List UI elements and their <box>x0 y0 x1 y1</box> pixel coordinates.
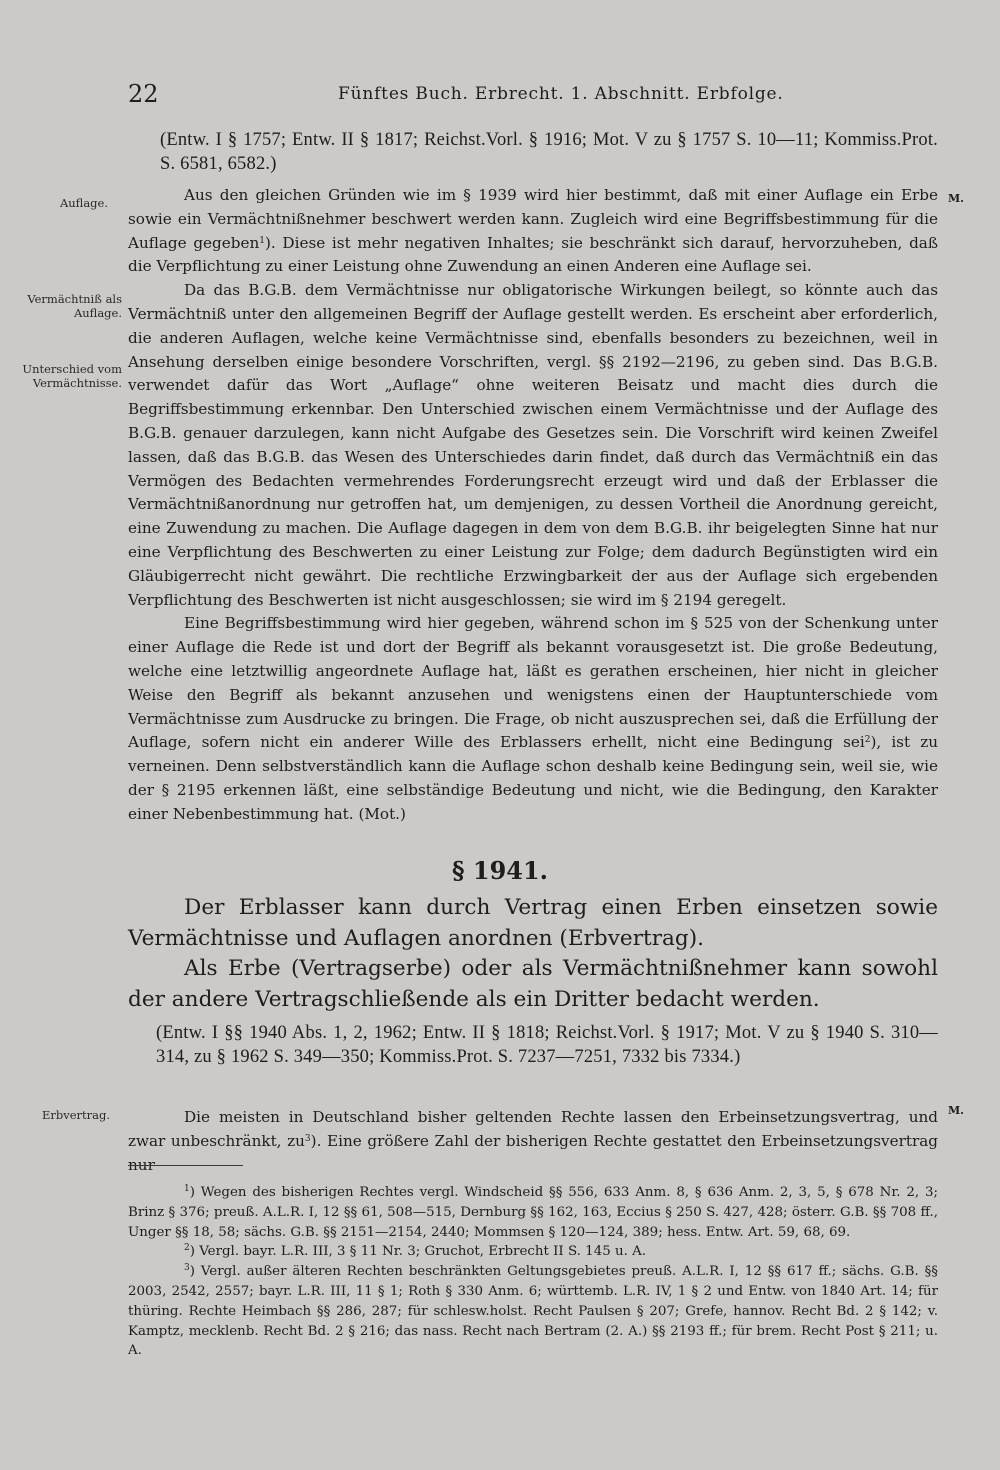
footnote-ref: 1 <box>259 235 265 246</box>
section-citation: (Entw. I §§ 1940 Abs. 1, 2, 1962; Entw. II § 1818; Reichst.Vorl. § 1917; Mot. V zu § 1940 S. 310—314, zu § 1962 S. 349—350; Kommiss.Prot. S. 7237—7251, 7332 bis 7334.) <box>156 1023 938 1067</box>
paragraph: Da das B.G.B. dem Vermächtnisse nur obligatorische Wirkungen beilegt, so könnte auch das Vermächtniß unter den allgemeinen Begriff der Auflage gestellt werden. Es erscheint aber erforderlich, die anderen Auflagen, welche keine Vermächtnisse sind, ebenfalls besonders zu bezeichnen, weil in Ansehung derselben einige besondere Vorschriften, vergl. §§ 2192—2196, zu geben sind. Das B.G.B. verwendet dafür das Wort „Auflage“ ohne weiteren Beisatz und macht dies durch die Begriffsbestimmung erkennbar. Den Unterschied zwischen einem Vermächtnisse und der Auflage des B.G.B. genauer darzulegen, kann nicht Aufgabe des Gesetzes sein. Die Vorschrift wird keinen Zweifel lassen, daß das B.G.B. das Wesen des Unterschiedes darin findet, daß durch das Vermächtniß ein das Vermögen des Bedachten vermehrendes Forderungsrecht erzeugt wird und daß der Erblasser die Vermächtnißanordnung nur getroffen hat, um demjenigen, zu dessen Vortheil die Anordnung gereicht, eine Zuwendung zu machen. Die Auflage dagegen in dem von dem B.G.B. ihr beigelegten Sinne hat nur eine Verpflichtung des Beschwerten zu einer Leistung zur Folge; dem dadurch Begünstigten wird ein Gläubigerrecht nicht gewährt. Die rechtliche Erzwingbarkeit der aus der Auflage sich ergebenden Verpflichtung des Beschwerten ist nicht ausgeschlossen; sie wird im § 2194 geregelt. <box>128 281 938 609</box>
margin-mark: M. <box>948 1104 965 1117</box>
page-header <box>128 78 940 114</box>
running-head: Fünftes Buch. Erbrecht. 1. Abschnitt. Erbfolge. <box>338 84 784 104</box>
paragraph: Die meisten in Deutschland bisher geltenden Rechte lassen den Erbeinsetzungsvertrag, und zwar unbeschränkt, $zu^3$). Eine größere Zahl der bisherigen Rechte gestattet den Erbeinsetzungsvertrag nur <box>128 1108 938 1174</box>
margin-note-unterschied: Unterschied vom Vermächtnisse. <box>22 362 122 390</box>
statute-text <box>128 893 938 1015</box>
footnote: $^1$) Wegen des bisherigen Rechtes vergl. Windscheid §§ 556, 633 Anm. 8, § 636 Anm. 2, 3, 5, § 678 Nr. 2, 3; Brinz § 376; preuß. A.L.R. I, 12 §§ 61, 508—515, Dernburg §§ 162, 163, Eccius § 250 S. 427, 428; österr. G.B. §§ 708 ff., Unger §§ 18, 58; sächs. G.B. §§ 2151—2154, 2440; Mommsen § 120—124, 389; hess. Entw. Art. 59, 68, 69. <box>128 1184 938 1240</box>
section-commentary <box>128 1106 938 1177</box>
footnote: $^2$) Vergl. bayr. L.R. III, 3 § 11 Nr. 3; Gruchot, Erbrecht II S. 145 u. A. <box>184 1243 647 1260</box>
footnote: $^3$) Vergl. außer älteren Rechten beschränkten Geltungsgebietes preuß. A.L.R. I, 12 §§ 617 ff.; sächs. G.B. §§ 2003, 2542, 2557; bayr. L.R. III, 11 § 1; Roth § 330 Anm. 6; württemb. L.R. IV, 1 § 2 und Entw. von 1840 Art. 14; für thüring. Rechte Heimbach §§ 286, 287; für schlesw.holst. Recht Paulsen § 207; Grefe, hannov. Recht Bd. 2 § 142; v. Kamptz, mecklenb. Recht Bd. 2 § 216; das nass. Recht nach Bertram (2. A.) §§ 2193 ff.; für brem. Recht Post § 211; u. A. <box>128 1263 938 1359</box>
footnotes <box>128 1183 938 1361</box>
margin-mark: M. <box>948 192 965 205</box>
paragraph: Aus den gleichen Gründen wie im § 1939 wird hier bestimmt, daß mit einer Auflage ein Erbe sowie ein Vermächtnißnehmer beschwert werden kann. Zugleich wird eine Begriffsbestimmung für die Auflage gegeben$^1$). Diese ist mehr negativen Inhaltes; sie beschränkt sich darauf, hervorzuheben, daß die Verpflichtung zu einer Leistung ohne Zuwendung an einen Anderen eine Auflage sei. <box>128 186 938 276</box>
paragraph: Eine Begriffsbestimmung wird hier gegeben, während schon im § 525 von der Schenkung unter einer Auflage die Rede ist und dort der Begriff als bekannt vorausgesetzt ist. Die große Bedeutung, welche eine letztwillig angeordnete Auflage hat, läßt es gerathen erscheinen, hier nicht in gleicher Weise den Begriff als bekannt anzusehen und wenigstens einen der Hauptunterschiede vom Vermächtnisse zum Ausdrucke zu bringen. Die Frage, ob nicht auszusprechen sei, daß die Erfüllung der Auflage, sofern nicht ein anderer Wille des Erblassers erhellt, nicht eine Bedingung sei$^2$), ist zu verneinen. Denn selbstverständlich kann die Auflage schon deshalb keine Bedingung sein, weil sie, wie der § 2195 erkennen läßt, eine selbständige Bedeutung und nicht, wie die Bedingung, den Karakter einer Nebenbestimmung hat. (Mot.) <box>128 614 938 823</box>
footnote-rule <box>128 1165 243 1166</box>
margin-note-erbvertrag: Erbvertrag. <box>41 1108 110 1122</box>
margin-note-vermaechtnis-als-auflage: Vermächtniß als Auflage. <box>27 292 122 320</box>
commentary-body <box>128 184 938 827</box>
citation-top: (Entw. I § 1757; Entw. II § 1817; Reichst.Vorl. § 1916; Mot. V zu § 1757 S. 10—11; Kommiss.Prot. S. 6581, 6582.) <box>160 130 938 174</box>
footnote-ref: 2 <box>864 735 871 746</box>
section-title: § 1941. <box>451 856 549 885</box>
page-number: 22 <box>128 80 159 108</box>
statute-paragraph: Der Erblasser kann durch Vertrag einen Erben einsetzen sowie Vermächtnisse und Auflagen anordnen (Erbvertrag). <box>128 895 938 951</box>
margin-note-auflage: Auflage. <box>59 196 108 210</box>
footnote-ref: 3 <box>304 1133 311 1144</box>
statute-paragraph: Als Erbe (Vertragserbe) oder als Vermächtnißnehmer kann sowohl der andere Vertragschließende als ein Dritter bedacht werden. <box>128 956 938 1012</box>
